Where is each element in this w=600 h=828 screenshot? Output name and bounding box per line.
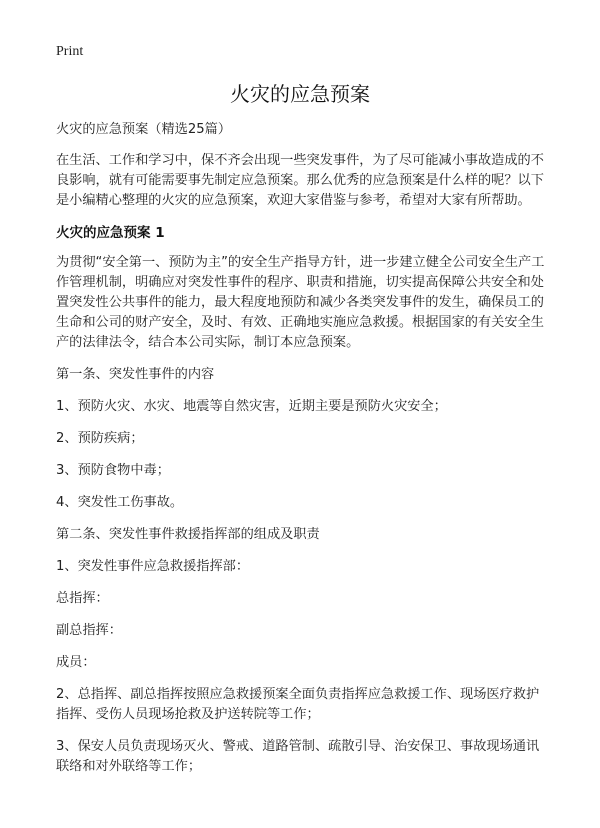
document-body — [56, 120, 552, 789]
article2-item-1: 1、突发性事件应急救援指挥部： — [56, 559, 250, 574]
commander-label: 总指挥： — [56, 591, 109, 606]
section-heading: 火灾的应急预案 1 — [56, 225, 165, 241]
print-label: Print — [56, 44, 84, 59]
document-subtitle: 火灾的应急预案（精选25篇） — [56, 122, 232, 137]
list-item: 1、预防火灾、水灾、地震等自然灾害，近期主要是预防火灾安全； — [56, 399, 447, 414]
members-label: 成员： — [56, 655, 96, 670]
article1-title: 第一条、突发性事件的内容 — [56, 367, 215, 382]
list-item: 2、预防疾病； — [56, 431, 144, 446]
deputy-commander-label: 副总指挥： — [56, 623, 122, 638]
list-item: 4、突发性工伤事故。 — [56, 495, 184, 510]
list-item: 3、预防食物中毒； — [56, 463, 170, 478]
intro-paragraph: 在生活、工作和学习中，保不齐会出现一些突发事件，为了尽可能减小事故造成的不良影响，就有可能需要事先制定应急预案。那么优秀的应急预案是什么样的呢？以下是小编精心整理的火灾的应急预案，欢迎大家借鉴与参考，希望对大家有所帮助。 — [56, 153, 544, 208]
article2-title: 第二条、突发性事件救援指挥部的组成及职责 — [56, 527, 320, 542]
body-paragraph: 为贯彻“安全第一、预防为主”的安全生产指导方针，进一步建立健全公司安全生产工作管理机制，明确应对突发性事件的程序、职责和措施，切实提高保障公共安全和处置突发性公共事件的能力，最大程度地预防和减少各类突发事件的发生，确保员工的生命和公司的财产安全，及时、有效、正确地实施应急救援。根据国家的有关安全生产的法律法令，结合本公司实际，制订本应急预案。 — [56, 255, 545, 350]
article2-item-2: 2、总指挥、副总指挥按照应急救援预案全面负责指挥应急救援工作、现场医疗救护指挥、受伤人员现场抢救及护送转院等工作； — [56, 687, 540, 722]
document-title: 火灾的应急预案 — [230, 82, 370, 106]
article2-item-3: 3、保安人员负责现场灭火、警戒、道路管制、疏散引导、治安保卫、事故现场通讯联络和对外联络等工作； — [56, 739, 540, 774]
